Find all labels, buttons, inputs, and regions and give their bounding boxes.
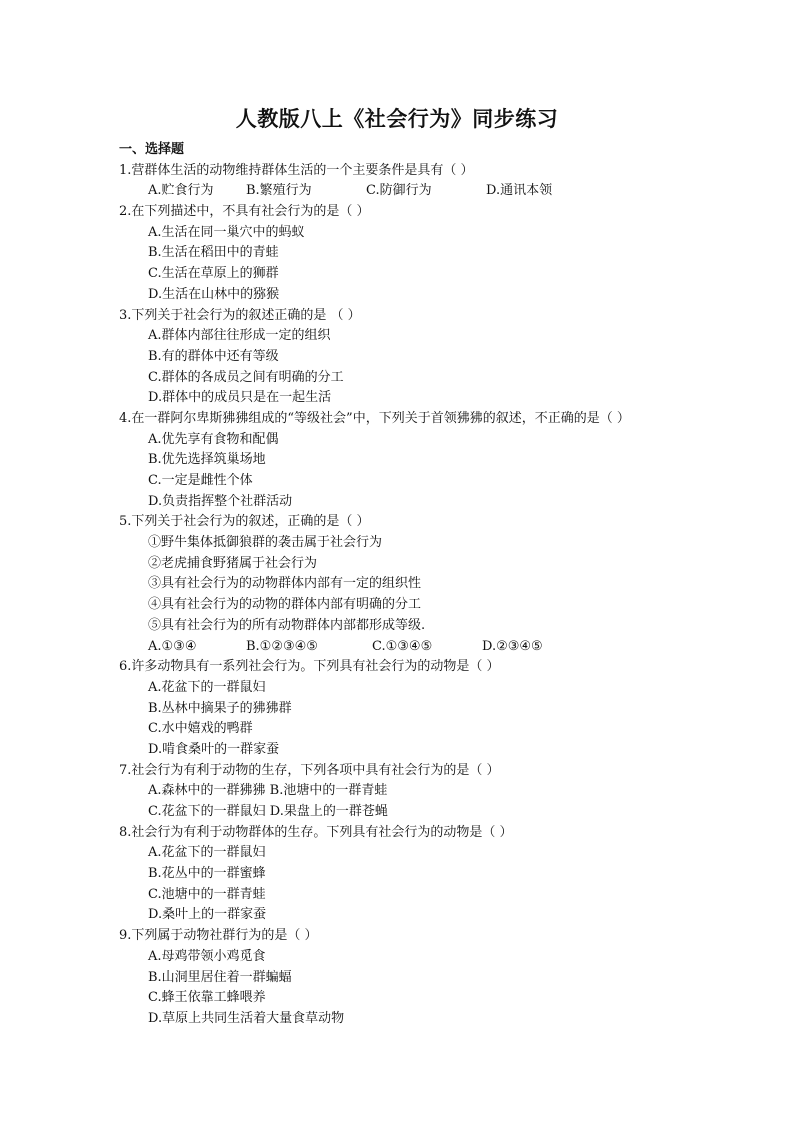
question-stem: 1.营群体生活的动物维持群体生活的一个主要条件是具有（ ） — [119, 162, 474, 178]
option-d: D.草原上共同生活着大量食草动物 — [148, 1010, 345, 1026]
question-stem: 7.社会行为有利于动物的生存，下列各项中具有社会行为的是（ ） — [119, 762, 500, 778]
option-c: C.群体的各成员之间有明确的分工 — [148, 369, 344, 385]
option-d: D.啃食桑叶的一群家蚕 — [148, 741, 280, 757]
option-c: C.①③④⑤ — [372, 638, 433, 654]
option-d: D.通讯本领 — [486, 183, 553, 199]
question-2 — [119, 202, 759, 305]
option-d: D.桑叶上的一群家蚕 — [148, 907, 267, 923]
statement-5: ⑤具有社会行为的所有动物群体内部都形成等级. — [148, 617, 426, 633]
question-stem: 9.下列属于动物社群行为的是（ ） — [119, 928, 318, 944]
question-3 — [119, 306, 759, 409]
option-c: C.一定是雌性个体 — [148, 473, 253, 488]
option-a: A.贮食行为 — [148, 183, 214, 199]
option-a: A.群体内部往往形成一定的组织 — [148, 328, 331, 344]
option-b: B.优先选择筑巢场地 — [148, 452, 266, 468]
option-row — [148, 637, 759, 658]
question-1 — [119, 161, 759, 202]
question-stem: 8.社会行为有利于动物群体的生存。下列具有社会行为的动物是（ ） — [119, 824, 513, 840]
option-row — [148, 181, 759, 202]
option-b: B.生活在稻田中的青蛙 — [148, 245, 279, 261]
option-b: B.有的群体中还有等级 — [148, 348, 279, 364]
option-c: C.生活在草原上的狮群 — [148, 266, 279, 282]
question-stem: 6.许多动物具有一系列社会行为。下列具有社会行为的动物是（ ） — [119, 659, 500, 675]
option-line-ab: A.森林中的一群狒狒 B.池塘中的一群青蛙 — [148, 783, 388, 799]
option-c: C.水中嬉戏的鸭群 — [148, 721, 253, 737]
section-heading: 一、选择题 — [119, 142, 185, 157]
question-stem: 3.下列关于社会行为的叙述正确的是 （ ） — [119, 307, 361, 323]
option-d: D.生活在山林中的猕猴 — [148, 286, 280, 302]
option-c: C.池塘中的一群青蛙 — [148, 886, 266, 902]
question-7 — [119, 761, 759, 823]
option-d: D.②③④⑤ — [482, 638, 543, 654]
option-a: A.花盆下的一群鼠妇 — [148, 679, 266, 695]
question-5 — [119, 512, 759, 657]
question-list — [119, 140, 759, 1030]
option-d: D.群体中的成员只是在一起生活 — [148, 390, 332, 406]
option-line-cd: C.花盆下的一群鼠妇 D.果盘上的一群苍蝇 — [148, 804, 388, 819]
question-9 — [119, 926, 759, 1029]
statement-4: ④具有社会行为的动物的群体内部有明确的分工 — [148, 597, 422, 613]
document-title: 人教版八上《社会行为》同步练习 — [235, 106, 559, 131]
option-b: B.花丛中的一群蜜蜂 — [148, 866, 266, 882]
question-8 — [119, 823, 759, 926]
option-b: B.山洞里居住着一群蝙蝠 — [148, 969, 292, 985]
question-stem: 2.在下列描述中，不具有社会行为的是（ ） — [119, 204, 370, 220]
option-a: A.花盆下的一群鼠妇 — [148, 845, 266, 861]
question-6 — [119, 657, 759, 760]
option-a: A.母鸡带领小鸡觅食 — [148, 948, 266, 964]
statement-3: ③具有社会行为的动物群体内部有一定的组织性 — [148, 576, 422, 592]
question-4 — [119, 409, 759, 512]
option-b: B.①②③④⑤ — [246, 638, 318, 654]
option-a: A.优先享有食物和配偶 — [148, 431, 279, 447]
option-d: D.负责指挥整个社群活动 — [148, 493, 293, 509]
statement-1: ①野牛集体抵御狼群的袭击属于社会行为 — [148, 535, 383, 551]
option-a: A.①③④ — [148, 638, 197, 654]
option-a: A.生活在同一巢穴中的蚂蚁 — [148, 224, 305, 240]
option-b: B.繁殖行为 — [246, 183, 312, 199]
question-stem: 5.下列关于社会行为的叙述，正确的是（ ） — [119, 514, 370, 530]
option-b: B.丛林中摘果子的狒狒群 — [148, 700, 292, 716]
option-c: C.防御行为 — [366, 183, 432, 199]
option-c: C.蜂王依靠工蜂喂养 — [148, 990, 266, 1006]
statement-2: ②老虎捕食野猪属于社会行为 — [148, 555, 318, 571]
question-stem: 4.在一群阿尔卑斯狒狒组成的“等级社会”中，下列关于首领狒狒的叙述，不正确的是（ ） — [119, 410, 630, 426]
